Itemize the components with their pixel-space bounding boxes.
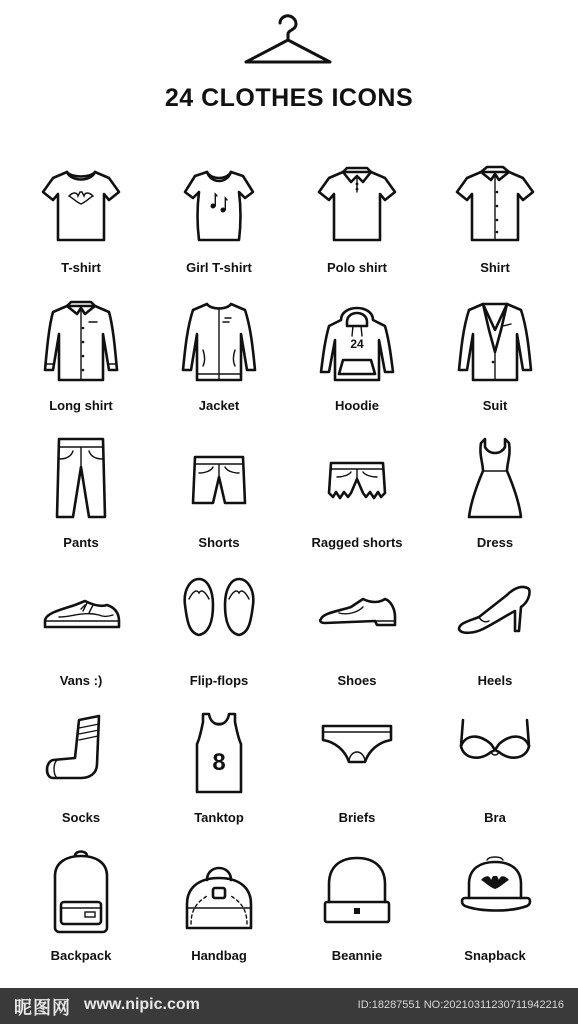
icon-label: T-shirt: [61, 260, 101, 275]
pants-icon: [41, 437, 121, 521]
icon-card-handbag: [150, 838, 288, 976]
icon-label: Bra: [484, 810, 506, 826]
icon-card-hoodie: [288, 288, 426, 426]
hanger-icon: [240, 14, 336, 70]
icon-label: Heels: [477, 672, 513, 688]
icon-label: Tanktop: [194, 810, 244, 826]
socks-icon: [41, 712, 121, 796]
icon-label: Suit: [482, 397, 508, 413]
tanktop-print: 8: [212, 749, 226, 777]
icon-card-backpack: [12, 838, 150, 976]
icon-label: Socks: [61, 810, 101, 826]
icon-label: Shorts: [198, 535, 240, 551]
page-title: 24 CLOTHES ICONS: [164, 84, 414, 112]
icon-label: Dress: [476, 535, 514, 551]
icon-card-snapback: [426, 838, 564, 976]
icon-card-jacket: [150, 288, 288, 426]
tanktop-icon: [179, 712, 259, 796]
ragged-shorts-icon: [317, 437, 397, 521]
icon-card-shirt: [426, 150, 564, 288]
icon-card-briefs: [288, 700, 426, 838]
watermark-bar: [0, 988, 578, 1024]
hoodie-icon: [317, 300, 397, 384]
suit-icon: [455, 300, 535, 384]
icon-card-polo-shirt: [288, 150, 426, 288]
icon-card-girl-tshirt: [150, 150, 288, 288]
icon-label: Jacket: [198, 397, 240, 413]
vans-icon: [41, 575, 121, 659]
icon-label: Snapback: [464, 947, 526, 963]
icon-label: Long shirt: [49, 397, 113, 413]
long-shirt-icon: [41, 300, 121, 384]
icon-label: Flip-flops: [189, 672, 249, 688]
icon-label: Handbag: [191, 947, 247, 963]
beanie-icon: [317, 850, 397, 934]
icon-label: Shoes: [337, 672, 377, 688]
icon-card-pants: [12, 425, 150, 563]
bra-icon: [455, 712, 535, 796]
icon-label: Ragged shorts: [311, 535, 403, 551]
icon-card-shorts: [150, 425, 288, 563]
heels-icon: [455, 575, 535, 659]
girl-tshirt-icon: [179, 162, 259, 246]
shirt-icon: [455, 162, 535, 246]
icon-label: Backpack: [50, 947, 112, 963]
backpack-icon: [41, 850, 121, 934]
icon-card-heels: [426, 563, 564, 701]
polo-shirt-icon: [317, 162, 397, 246]
icon-label: Hoodie: [334, 397, 380, 413]
flip-flops-icon: [179, 575, 259, 659]
icon-card-tanktop: [150, 700, 288, 838]
icon-label: Vans :): [59, 672, 103, 688]
icon-label: Shirt: [480, 260, 510, 275]
icon-label: Briefs: [338, 810, 376, 826]
icon-label: Girl T-shirt: [186, 260, 252, 275]
handbag-icon: [179, 850, 259, 934]
icon-card-vans: [12, 563, 150, 701]
watermark-id: ID:18287551 NO:20210311230711942216: [357, 999, 564, 1011]
icon-card-socks: [12, 700, 150, 838]
jacket-icon: [179, 300, 259, 384]
briefs-icon: [317, 712, 397, 796]
snapback-icon: [455, 850, 535, 934]
icon-card-beanie: [288, 838, 426, 976]
icon-card-bra: [426, 700, 564, 838]
icon-card-suit: [426, 288, 564, 426]
hoodie-print: 24: [350, 336, 364, 351]
icon-label: Pants: [63, 535, 99, 551]
icon-card-shoes: [288, 563, 426, 701]
icon-card-dress: [426, 425, 564, 563]
watermark-url: www.nipic.com: [84, 996, 200, 1013]
icon-label: Polo shirt: [327, 260, 387, 275]
watermark-logo: 昵图网: [14, 998, 71, 1018]
tshirt-icon: [41, 162, 121, 246]
icon-card-tshirt: [12, 150, 150, 288]
icon-label: Beannie: [331, 947, 383, 963]
icon-grid: [12, 150, 564, 976]
icon-card-long-shirt: [12, 288, 150, 426]
dress-icon: [455, 437, 535, 521]
icon-card-flip-flops: [150, 563, 288, 701]
icon-card-ragged-shorts: [288, 425, 426, 563]
shorts-icon: [179, 437, 259, 521]
shoes-icon: [317, 575, 397, 659]
